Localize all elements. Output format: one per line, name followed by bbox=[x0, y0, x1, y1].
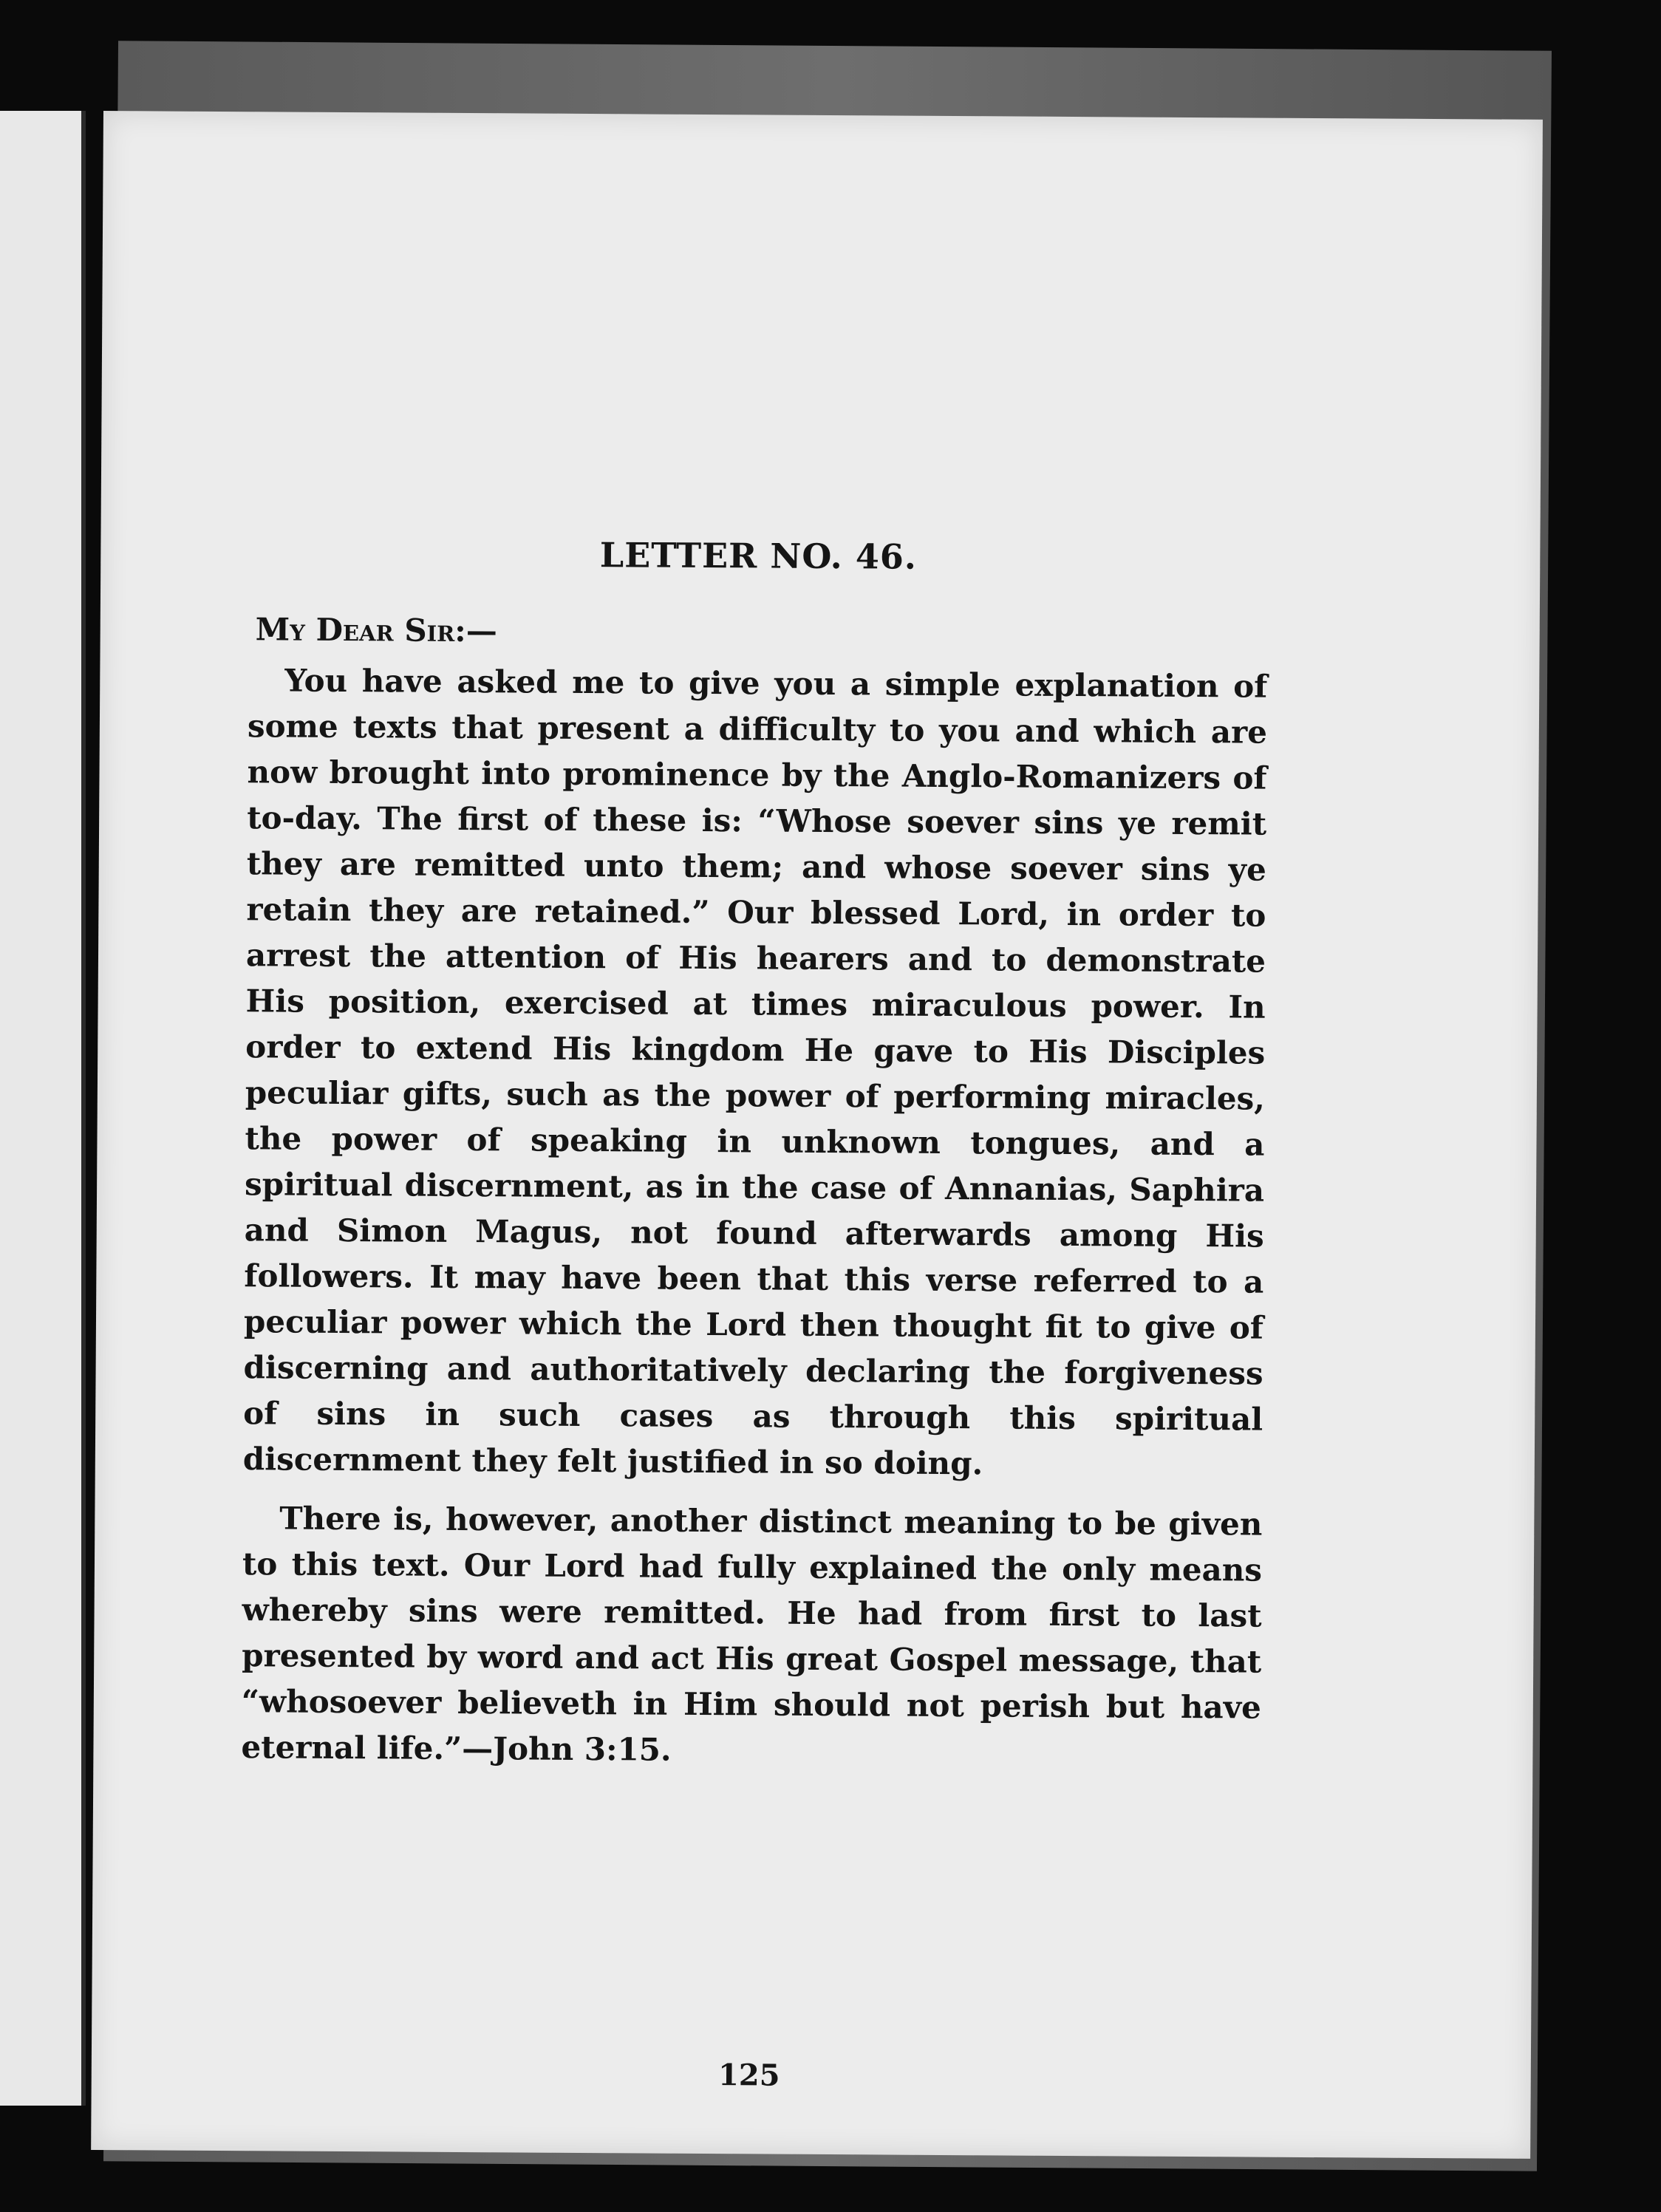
facing-page-edge bbox=[0, 111, 86, 2106]
letter-heading: LETTER NO. 46. bbox=[599, 535, 917, 577]
page-number: 125 bbox=[717, 2058, 780, 2093]
book-page bbox=[91, 111, 1543, 2159]
salutation: My Dear Sir:— bbox=[255, 611, 497, 649]
page-text bbox=[241, 533, 1268, 2093]
paragraph-2: There is, however, another distinct meaning to be given to this text. Our Lord had fully explained the only means whereby sins were remitted. He had from first to last presented by word and act His great Gospel message, that “whosoever believeth in Him should not perish but have eternal life.”—John 3:15. bbox=[241, 1500, 1263, 1768]
paragraph-1: You have asked me to give you a simple explanation of some texts that present a difficulty to you and which are now brought into prominence by the Anglo-Romanizers of to-day. The first of these is: “Whose soever sins ye remit they are remitted unto them; and whose soever sins ye retain they are retained.” Our blessed Lord, in order to arrest the attention of His hearers and to demonstrate His position, exercised at times miraculous power. In order to extend His kingdom He gave to His Disciples peculiar gifts, such as the power of performing miracles, the power of speaking in unknown tongues, and a spiritual discernment, as in the case of Annanias, Saphira and Simon Magus, not found afterwards among His followers. It may have been that this verse referred to a peculiar power which the Lord then thought fit to give of discerning and authoritatively declaring the forgiveness of sins in such cases as through this spiritual discernment they felt justified in so doing. bbox=[242, 662, 1268, 1482]
